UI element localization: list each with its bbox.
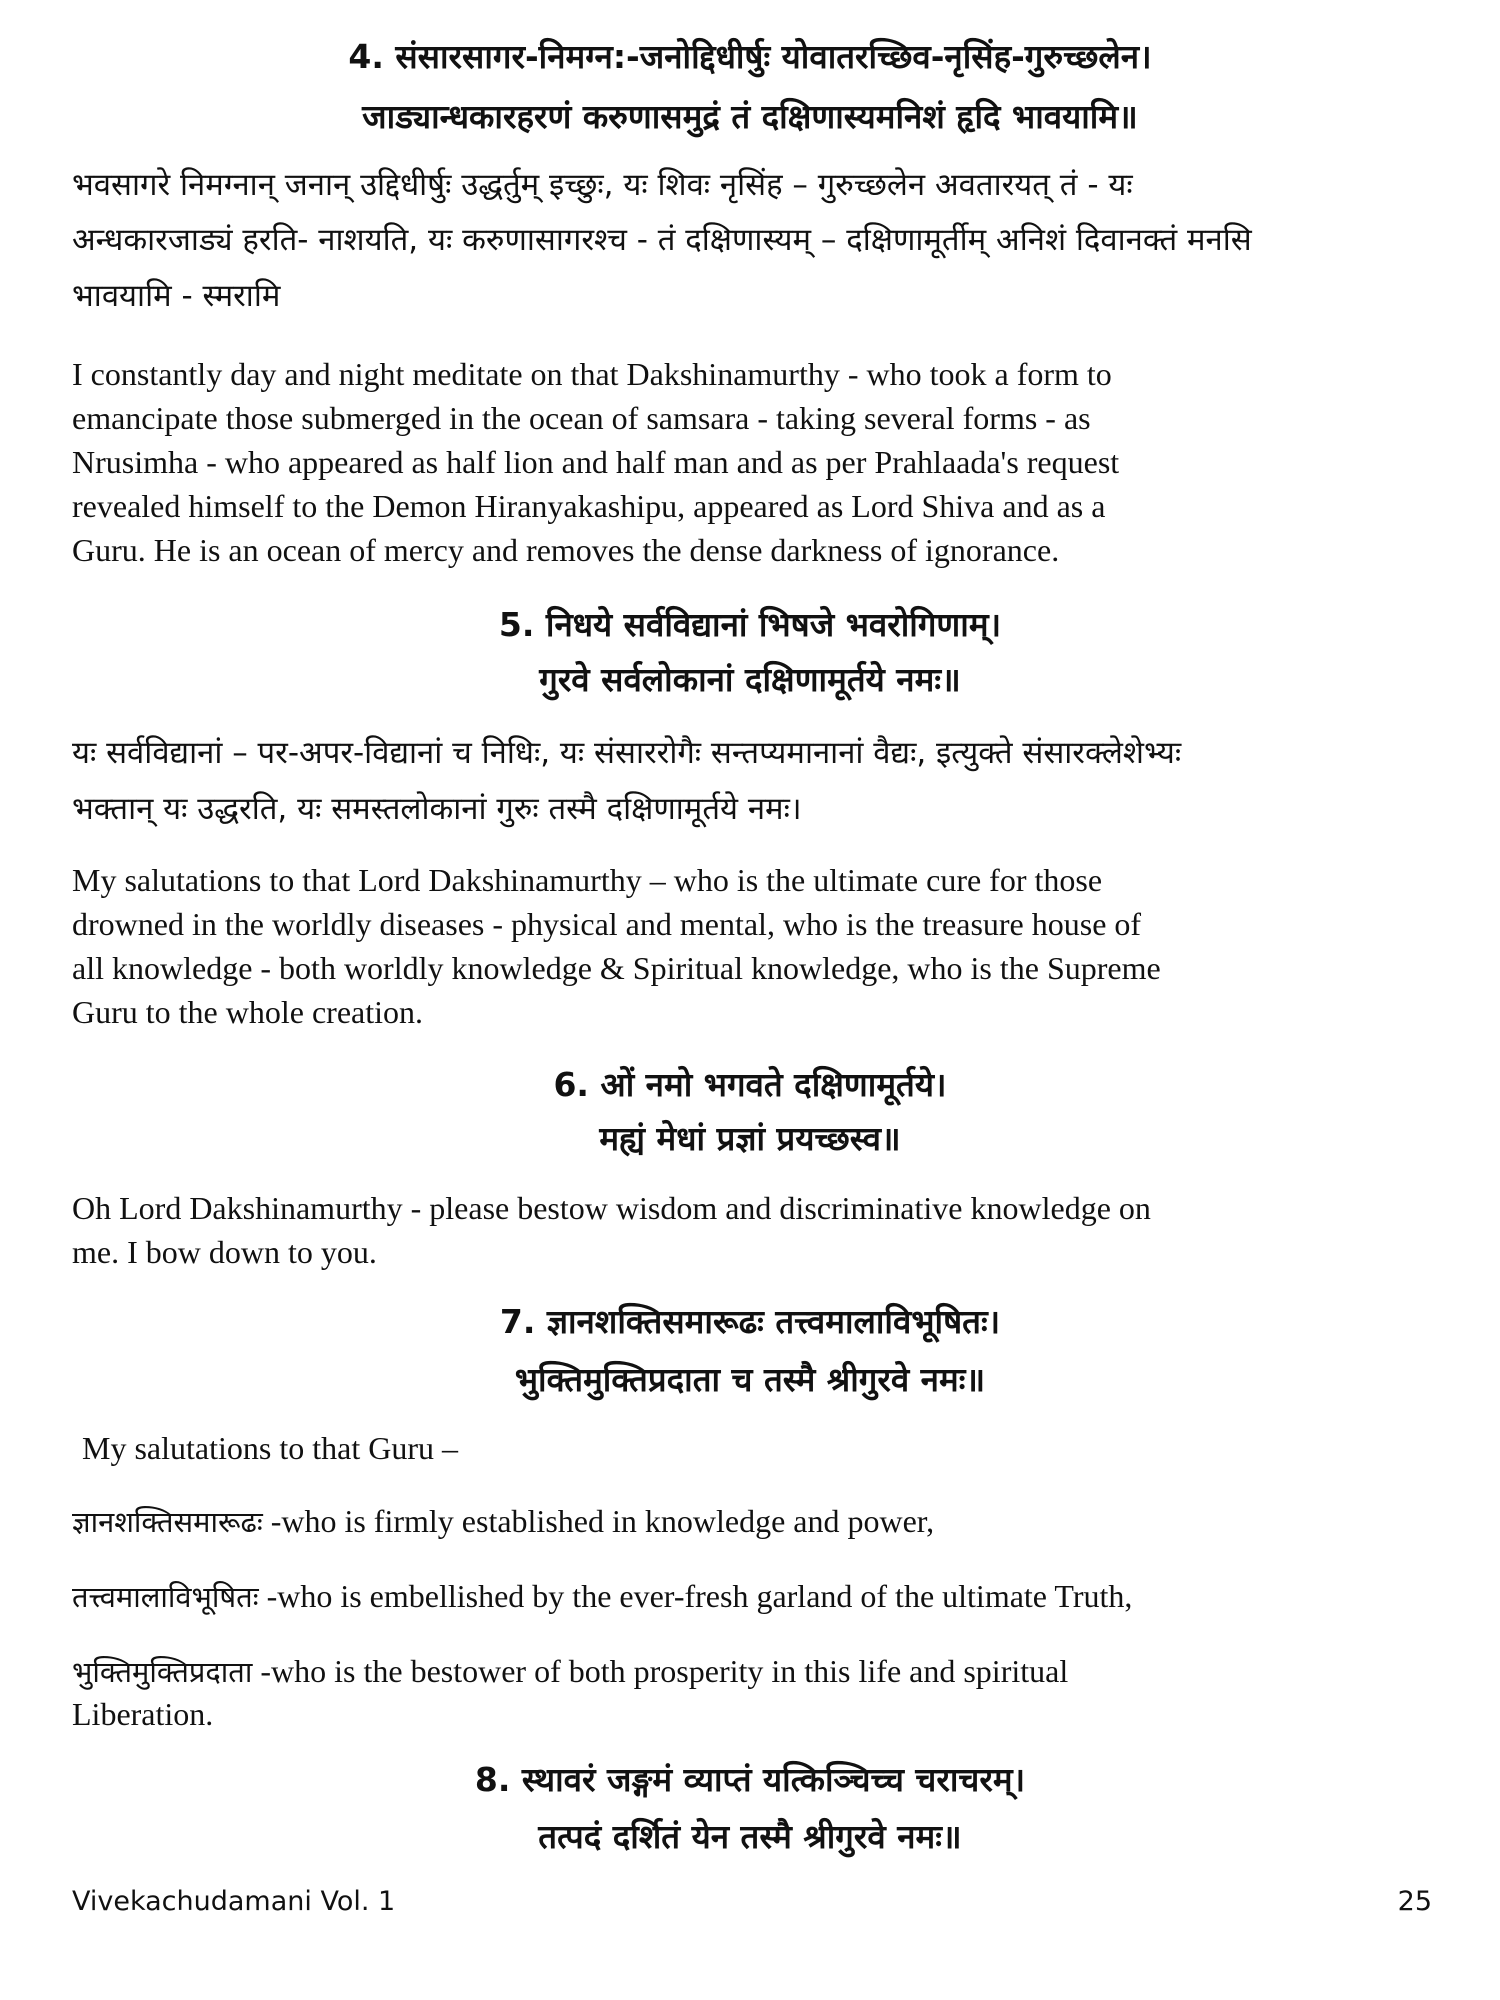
term-continuation: Liberation.	[72, 1696, 214, 1732]
term-row	[72, 1580, 1450, 1612]
term-word: ज्ञानशक्तिसमारूढः	[72, 1505, 263, 1539]
verse-5-line-1: 5. निधये सर्वविद्यानां भिषजे भवरोगिणाम्।	[498, 605, 1002, 644]
verse-6-line-2: मह्यं मेधां प्रज्ञां प्रयच्छस्व॥	[599, 1119, 901, 1158]
translation-line: I constantly day and night meditate on that Dakshinamurthy - who took a form to	[72, 356, 1112, 392]
commentary-line: भवसागरे निमग्नान् जनान् उद्दिधीर्षुः उद्धर्तुम् इच्छुः, यः शिवः नृसिंह – गुरुच्छलेन अवतारयत् तं - यः	[72, 167, 1133, 203]
translation-line: My salutations to that Lord Dakshinamurthy – who is the ultimate cure for those	[72, 862, 1103, 898]
term-meaning: -who is firmly established in knowledge and power,	[262, 1503, 935, 1539]
translation-line: Nrusimha - who appeared as half lion and half man and as per Prahlaada's request	[72, 444, 1120, 480]
commentary-line: भावयामि - स्मरामि	[72, 278, 281, 314]
verse-7-intro: My salutations to that Guru –	[82, 1430, 458, 1466]
verse-8-line-1: 8. स्थावरं जङ्गमं व्याप्तं यत्किञ्चिच्च चराचरम्।	[474, 1760, 1026, 1799]
commentary-line: भक्तान् यः उद्धरति, यः समस्तलोकानां गुरुः तस्मै दक्षिणामूर्तये नमः।	[72, 791, 802, 827]
translation-line: me. I bow down to you.	[72, 1234, 377, 1270]
verse-4-line-2: जाड्यान्धकारहरणं करुणासमुद्रं तं दक्षिणास्यमनिशं हृदि भावयामि॥	[362, 97, 1138, 136]
translation-line: Oh Lord Dakshinamurthy - please bestow wisdom and discriminative knowledge on	[72, 1190, 1151, 1226]
page-number: 25	[1397, 1886, 1432, 1917]
translation-line: revealed himself to the Demon Hiranyakashipu, appeared as Lord Shiva and as a	[72, 488, 1106, 524]
term-meaning: -who is embellished by the ever-fresh garland of the ultimate Truth,	[258, 1578, 1133, 1614]
verse-5-translation	[72, 858, 1450, 1034]
translation-line: Guru. He is an ocean of mercy and removes the dense darkness of ignorance.	[72, 532, 1060, 568]
verse-5-line-2: गुरवे सर्वलोकानां दक्षिणामूर्तये नमः॥	[539, 660, 961, 699]
term-row	[72, 1655, 1450, 1687]
verse-5-commentary	[72, 735, 1450, 838]
commentary-line: अन्धकारजाड्यं हरति- नाशयति, यः करुणासागरश्च - तं दक्षिणास्यम् – दक्षिणामूर्तीम् अनिशं दिवानक्तं मनसि	[72, 222, 1252, 258]
translation-line: emancipate those submerged in the ocean of samsara - taking several forms - as	[72, 400, 1091, 436]
term-meaning: -who is the bestower of both prosperity in this life and spiritual	[252, 1653, 1069, 1689]
commentary-line: यः सर्वविद्यानां – पर-अपर-विद्यानां च निधिः, यः संसाररोगैः सन्तप्यमानानां वैद्यः, इत्युक्ते संसारक्लेशेभ्यः	[72, 735, 1182, 771]
translation-line: all knowledge - both worldly knowledge & Spiritual knowledge, who is the Supreme	[72, 950, 1161, 986]
verse-7-line-1: 7. ज्ञानशक्तिसमारूढः तत्त्वमालाविभूषितः।	[499, 1302, 1001, 1341]
verse-6-translation	[72, 1186, 1450, 1274]
verse-4-commentary	[72, 167, 1450, 330]
term-row	[72, 1505, 1450, 1537]
verse-8-line-2: तत्पदं दर्शितं येन तस्मै श्रीगुरवे नमः॥	[538, 1817, 962, 1856]
translation-line: drowned in the worldly diseases - physical and mental, who is the treasure house of	[72, 906, 1142, 942]
footer-book-title: Vivekachudamani Vol. 1	[72, 1886, 396, 1917]
translation-line: Guru to the whole creation.	[72, 994, 423, 1030]
term-word: तत्त्वमालाविभूषितः	[72, 1580, 259, 1614]
verse-4-translation	[72, 352, 1450, 572]
verse-6-line-1: 6. ओं नमो भगवते दक्षिणामूर्तये।	[553, 1065, 947, 1104]
term-word: भुक्तिमुक्तिप्रदाता	[72, 1655, 253, 1689]
verse-7-line-2: भुक्तिमुक्तिप्रदाता च तस्मै श्रीगुरवे नमः॥	[514, 1360, 986, 1399]
verse-4-line-1: 4. संसारसागर-निमग्न:-जनोद्दिधीर्षुः योवातरच्छिव-नृसिंह-गुरुच्छलेन।	[348, 37, 1152, 76]
